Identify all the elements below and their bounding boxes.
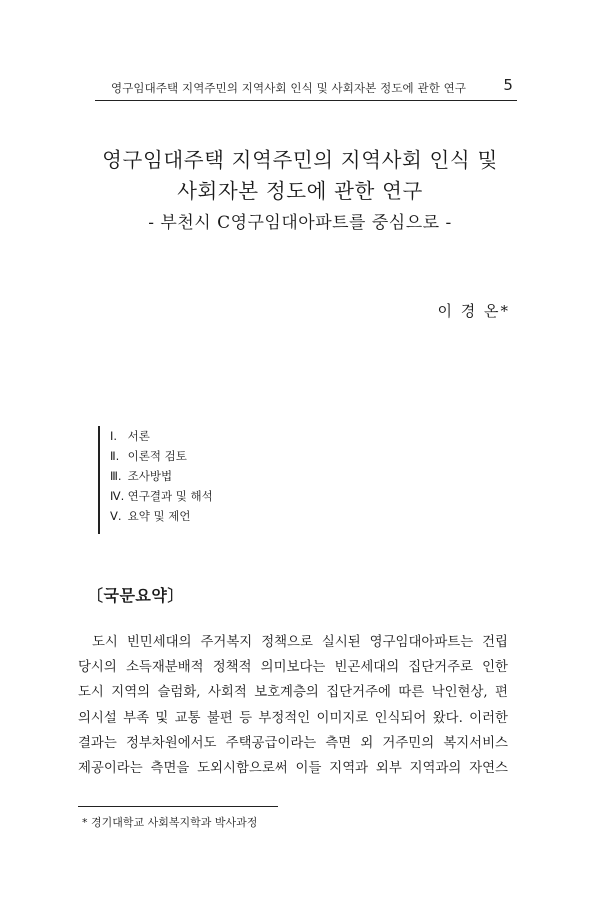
abstract-line: 결과는 정부차원에서도 주택공급이라는 측면 외 거주민의 복지서비스 xyxy=(78,735,508,751)
table-of-contents xyxy=(98,426,213,534)
toc-item-number: Ⅴ. xyxy=(110,509,122,523)
abstract-line: 도시 지역의 슬럼화, 사회적 보호계층의 집단거주에 따른 낙인현상, 편 xyxy=(78,685,508,701)
title-line-2: 사회자본 정도에 관한 연구 xyxy=(177,179,423,203)
abstract-line: 제공이라는 측면을 도외시함으로써 이들 지역과 외부 지역과의 자연스 xyxy=(78,761,508,777)
toc-item-number: Ⅲ. xyxy=(110,469,122,483)
toc-item-number: Ⅳ. xyxy=(110,489,125,503)
toc-item-label: 이론적 검토 xyxy=(127,449,187,463)
abstract-line: 도시 빈민세대의 주거복지 정책으로 실시된 영구임대아파트는 건립 xyxy=(92,635,508,650)
paper-title xyxy=(60,145,540,236)
toc-item-label: 서론 xyxy=(127,429,150,443)
abstract-heading: 〔국문요약〕 xyxy=(87,586,184,605)
running-header-title: 영구임대주택 지역주민의 지역사회 인식 및 사회자본 정도에 관한 연구 xyxy=(111,81,467,95)
toc-item xyxy=(110,486,213,506)
toc-item xyxy=(110,466,213,486)
paper-subtitle: - 부천시 C영구임대아파트를 중심으로 - xyxy=(148,213,452,233)
toc-item-label: 연구결과 및 해석 xyxy=(127,489,213,503)
author-footnote: * 경기대학교 사회복지학과 박사과정 xyxy=(82,816,258,829)
toc-item-number: Ⅰ. xyxy=(110,429,118,443)
toc-item-label: 요약 및 제언 xyxy=(127,509,191,523)
title-line-1: 영구임대주택 지역주민의 지역사회 인식 및 xyxy=(102,148,498,172)
abstract-body xyxy=(78,630,508,781)
page-number: 5 xyxy=(503,76,513,94)
abstract-line: 당시의 소득재분배적 정책적 의미보다는 빈곤세대의 집단거주로 인한 xyxy=(78,660,508,676)
toc-item xyxy=(110,446,213,466)
toc-item xyxy=(110,426,213,446)
toc-item xyxy=(110,506,213,526)
author-name: 이 경 온* xyxy=(437,302,510,320)
toc-item-label: 조사방법 xyxy=(127,469,173,483)
header-rule xyxy=(95,100,517,101)
footnote-rule xyxy=(78,806,278,807)
running-header xyxy=(95,78,515,98)
abstract-line: 의시설 부족 및 교통 불편 등 부정적인 이미지로 인식되어 왔다. 이러한 xyxy=(78,710,508,726)
toc-item-number: Ⅱ. xyxy=(110,449,120,463)
